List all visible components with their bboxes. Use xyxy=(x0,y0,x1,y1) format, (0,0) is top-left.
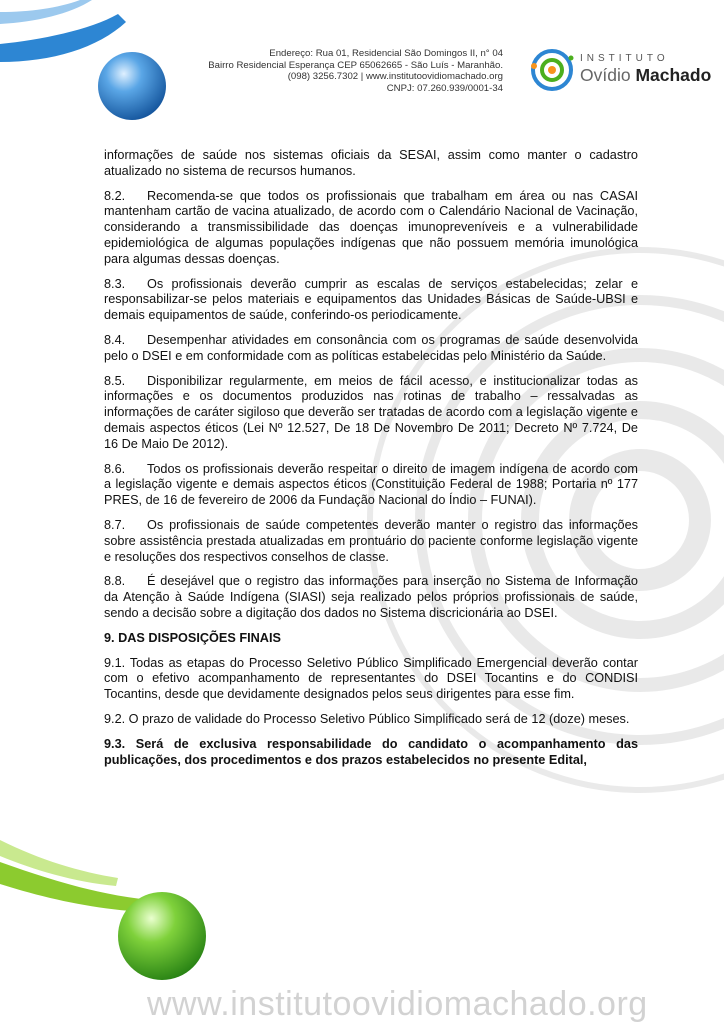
paragraph-text: Recomenda-se que todos os profissionais que trabalham em área ou nas CASAI mantenham cartão de vacina atualizado, de acordo com o Calendário Nacional de Vacinação, considerando a transmissibilidade das doenças imunopreveníveis e a vulnerabilidade epidemiológica de algumas populações indígenas que não possuem memória imunológica para algumas dessas doenças. xyxy=(104,188,638,266)
item-number: 8.3. xyxy=(104,276,126,291)
paragraph xyxy=(104,277,638,324)
paragraph-text: Os profissionais de saúde competentes deverão manter o registro das informações sobre assistência prestada atualizadas em prontuário do paciente conforme legislação vigente e resoluções dos respectivos conselhos de classe. xyxy=(104,517,638,564)
item-number: 8.6. xyxy=(104,461,126,476)
address-line: CNPJ: 07.260.939/0001-34 xyxy=(386,82,503,94)
footer-website-watermark: www.institutoovidiomachado.org xyxy=(147,985,648,1023)
paragraph-text: Todos os profissionais deverão respeitar o direito de imagem indígena de acordo com a legislação vigente e demais aspectos éticos (Constituição Federal de 1988; Portaria nº 177 PRES, de 16 de fevereiro de 2006 da Fundação Nacional do Índio – FUNAI). xyxy=(104,461,638,508)
paragraph-text: informações de saúde nos sistemas oficiais da SESAI, assim como manter o cadastro atualizado no sistema de recursos humanos. xyxy=(104,148,638,178)
item-number: 8.5. xyxy=(104,373,126,388)
paragraph xyxy=(104,374,638,453)
bold-paragraph: 9.3. Será de exclusiva responsabilidade do candidato o acompanhamento das publicações, dos procedimentos e dos prazos estabelecidos no presente Edital, xyxy=(104,736,638,767)
instituto-logo xyxy=(580,53,711,86)
header-address xyxy=(185,48,503,94)
document-body xyxy=(104,148,638,777)
item-number: 8.4. xyxy=(104,332,126,347)
logo-name-second: Machado xyxy=(635,65,712,85)
paragraph xyxy=(104,462,638,509)
item-number: 8.7. xyxy=(104,517,126,532)
logo-instituto-text: INSTITUTO xyxy=(580,53,669,64)
paragraph xyxy=(104,574,638,621)
paragraph: 9.1. Todas as etapas do Processo Seletivo Público Simplificado Emergencial deverão contar com o efetivo acompanhamento de representantes do DSEI Tocantins e do CONDISI Tocantins, desde que devidamente designados pelos seus dirigentes para esse fim. xyxy=(104,655,638,702)
blue-sphere xyxy=(98,52,166,120)
address-line: Bairro Residencial Esperança CEP 65062665 - São Luís - Maranhão. xyxy=(208,59,503,71)
address-line: (098) 3256.7302 | www.institutoovidiomachado.org xyxy=(287,71,503,83)
paragraph xyxy=(104,189,638,268)
paragraph xyxy=(104,148,638,180)
logo-name xyxy=(580,65,711,86)
paragraph xyxy=(104,518,638,565)
paragraph-text: Disponibilizar regularmente, em meios de fácil acesso, e institucionalizar todas as informações e os documentos produzidos nas rotinas de trabalho – ressalvadas as informações de caráter sigiloso que deverão ser tratadas de acordo com a legislação vigente e demais aspectos éticos (Lei Nº 12.527, De 18 De Novembro De 2011; Decreto Nº 7.724, De 16 De Maio De 2012). xyxy=(104,373,638,451)
paragraph-text: Os profissionais deverão cumprir as escalas de serviços estabelecidas; zelar e responsabilizar-se pelos materiais e equipamentos das Unidades Básicas de Saúde-UBSI e demais equipamentos de saúde, conferindo-os periodicamente. xyxy=(104,276,638,323)
green-sphere xyxy=(118,892,206,980)
paragraph xyxy=(104,333,638,365)
section-heading: 9. DAS DISPOSIÇÕES FINAIS xyxy=(104,630,281,645)
paragraph-text: É desejável que o registro das informações para inserção no Sistema de Informação da Atenção à Saúde Indígena (SIASI) seja realizado pelos próprios profissionais de saúde, sendo a decisão sobre a digitação dos dados no Sistema discricionária ao DSEI. xyxy=(104,574,638,620)
item-number: 8.8. xyxy=(104,574,126,589)
blue-swoosh-light xyxy=(0,0,92,24)
paragraph: 9.2. O prazo de validade do Processo Seletivo Público Simplificado será de 12 (doze) meses. xyxy=(104,711,630,726)
paragraph-text: Desempenhar atividades em consonância com os programas de saúde desenvolvida pelo o DSEI e em conformidade com as políticas estabelecidas pelo Ministério da Saúde. xyxy=(104,332,638,363)
item-number: 8.2. xyxy=(104,188,126,203)
address-line: Endereço: Rua 01, Residencial São Domingos II, n° 04 xyxy=(269,48,503,59)
logo-name-first: Ovídio xyxy=(580,65,631,85)
instituto-logo-mark xyxy=(531,51,574,89)
